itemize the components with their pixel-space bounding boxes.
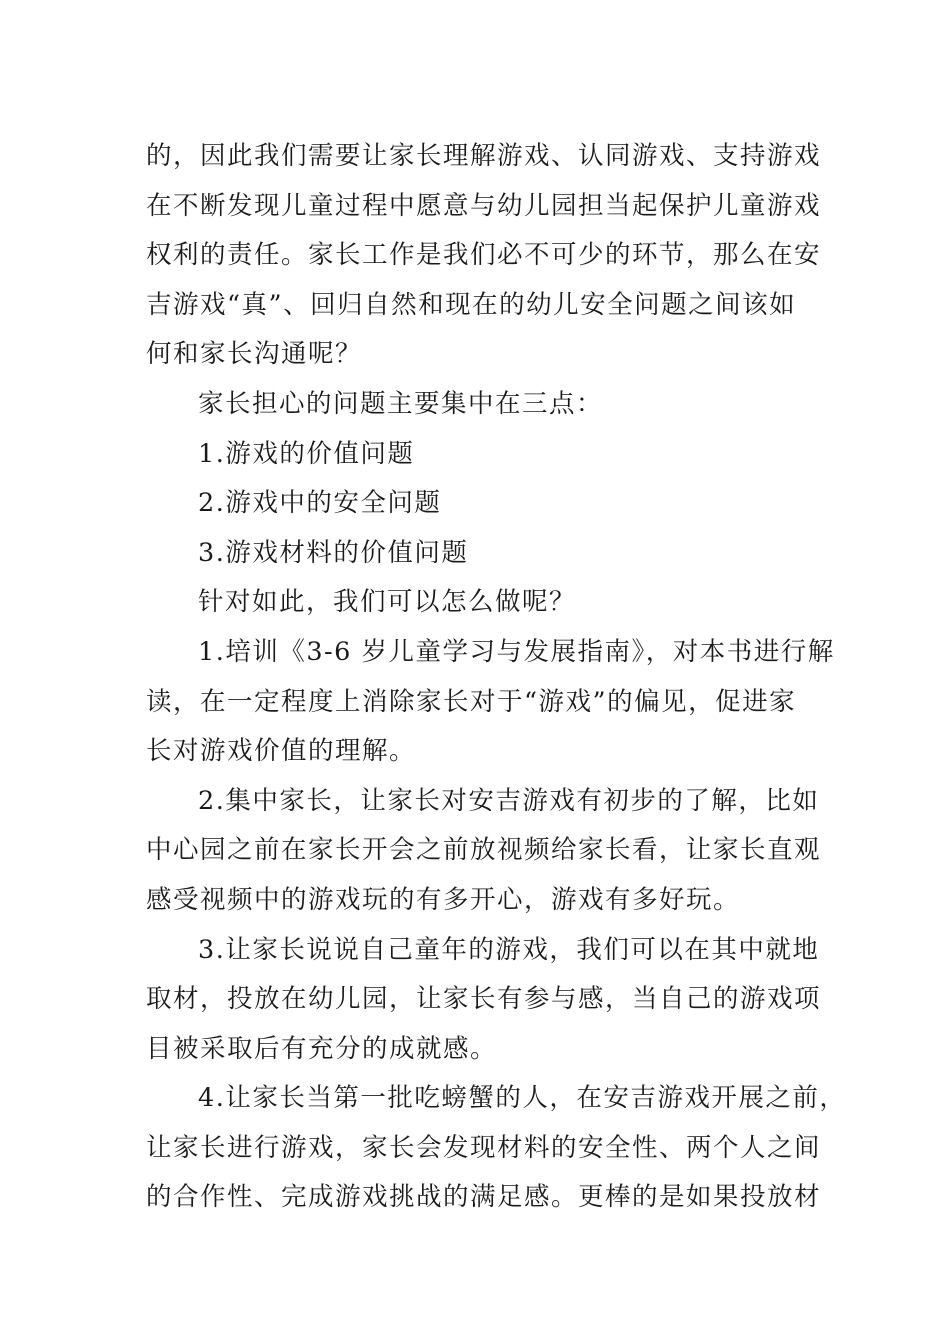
text-line: 取材，投放在幼儿园，让家长有参与感，当自己的游戏项: [146, 984, 822, 1015]
document-body: [146, 132, 847, 1223]
text-line: 吉游戏“真”、回归自然和现在的幼儿安全问题之间该如: [146, 289, 797, 320]
text-line: 家长担心的问题主要集中在三点：: [198, 388, 604, 419]
list-item: 2.游戏中的安全问题: [198, 488, 442, 519]
text-line: 在不断发现儿童过程中愿意与幼儿园担当起保护儿童游戏: [146, 190, 822, 221]
text-line: 中心园之前在家长开会之前放视频给家长看，让家长直观: [146, 835, 822, 866]
list-item: 4.让家长当第一批吃螃蟹的人，在安吉游戏开展之前，: [198, 1083, 847, 1114]
list-item: 3.游戏材料的价值问题: [198, 537, 469, 568]
text-line: 让家长进行游戏，家长会发现材料的安全性、两个人之间: [146, 1132, 822, 1163]
text-line: 感受视频中的游戏玩的有多开心，游戏有多好玩。: [146, 884, 741, 915]
text-line: 读，在一定程度上消除家长对于“游戏”的偏见，促进家: [146, 686, 797, 717]
text-line: 目被采取后有充分的成就感。: [146, 1033, 498, 1064]
text-line: 何和家长沟通呢？: [146, 339, 363, 370]
list-item: 1.游戏的价值问题: [198, 438, 415, 469]
text-line: 长对游戏价值的理解。: [146, 736, 417, 767]
text-line: 权利的责任。家长工作是我们必不可少的环节，那么在安: [146, 240, 822, 271]
list-item: 1.培训《3-6 岁儿童学习与发展指南》，对本书进行解: [198, 636, 835, 667]
text-line: 针对如此，我们可以怎么做呢？: [198, 587, 577, 618]
text-line: 的合作性、完成游戏挑战的满足感。更棒的是如果投放材: [146, 1182, 822, 1213]
text-line: 的，因此我们需要让家长理解游戏、认同游戏、支持游戏: [146, 141, 822, 171]
list-item: 3.让家长说说自己童年的游戏，我们可以在其中就地: [198, 934, 820, 965]
list-item: 2.集中家长，让家长对安吉游戏有初步的了解，比如: [198, 785, 820, 816]
